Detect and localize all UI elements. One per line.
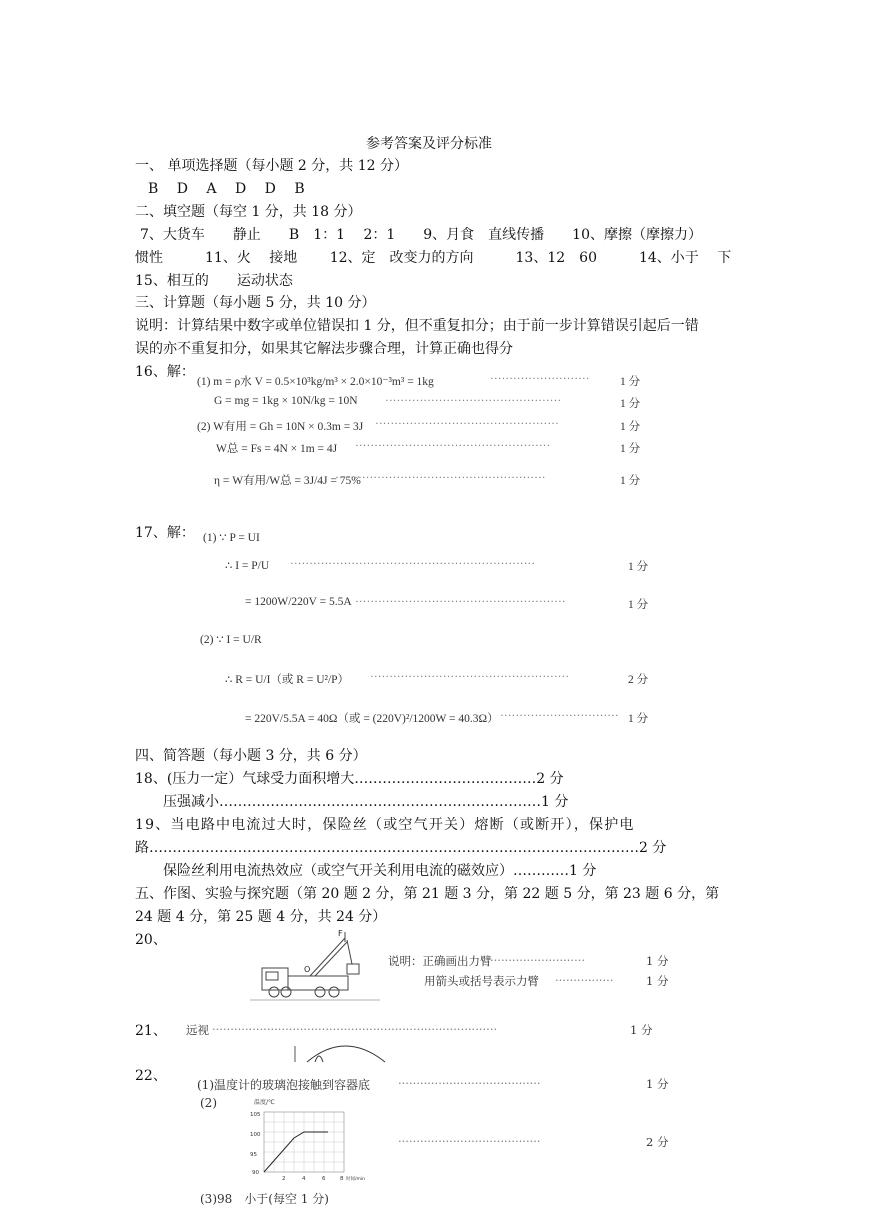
q17-row-5-dots: ···················································· bbox=[370, 671, 570, 683]
q16-row-1: (1) m = ρ水 V = 0.5×10³kg/m³ × 2.0×10⁻³m³ = 1kg bbox=[197, 376, 434, 388]
section-4-heading: 四、简答题（每小题 3 分，共 6 分） bbox=[135, 748, 367, 764]
q19-line-2: 路……………………………………………………………………………………………2 分 bbox=[135, 840, 667, 856]
q22-part-1: (1)温度计的玻璃泡接触到容器底 bbox=[197, 1078, 370, 1092]
q16-label: 16、解： bbox=[135, 364, 195, 380]
q16-row-2-score: 1 分 bbox=[620, 398, 641, 410]
q16-row-4: W总 = Fs = 4N × 1m = 4J bbox=[216, 443, 338, 455]
q22-part-1-dots: ······································· bbox=[398, 1076, 541, 1090]
graph-grid bbox=[264, 1112, 344, 1172]
q17-row-5-score: 2 分 bbox=[628, 674, 649, 686]
graph-xtick-2: 4 bbox=[302, 1176, 306, 1182]
q21-answer: 远视 bbox=[186, 1023, 209, 1037]
q17-row-2: ∴ I = P/U bbox=[225, 560, 270, 572]
q18-line-2: 压强减小……………………………………………………………1 分 bbox=[163, 794, 569, 810]
q17-label: 17、解： bbox=[135, 525, 195, 541]
q17-row-3: = 1200W/220V = 5.5A bbox=[245, 596, 352, 608]
q22-part-3: (3)98 小于(每空 1 分) bbox=[200, 1192, 329, 1206]
graph-ytick-3: 95 bbox=[250, 1152, 257, 1158]
q16-row-5: η = W有用/W总 = 3J/4J = 75% bbox=[214, 475, 361, 487]
q21-dots: ·············································································· bbox=[212, 1022, 498, 1036]
graph-xtick-1: 2 bbox=[282, 1176, 286, 1182]
graph-ylabel: 温度/℃ bbox=[254, 1099, 275, 1106]
q17-row-1: (1) ∵ P = UI bbox=[203, 532, 260, 544]
graph-xtick-3: 6 bbox=[322, 1176, 326, 1182]
q22-part-2-dots: ······································· bbox=[398, 1134, 541, 1148]
q20-label: 20、 bbox=[135, 932, 167, 948]
section-3-note-2: 误的亦不重复扣分，如果其它解法步骤合理，计算正确也得分 bbox=[135, 341, 513, 357]
section-2-line-3: 15、相互的 运动状态 bbox=[135, 273, 293, 289]
q16-row-3-dots: ················································ bbox=[375, 418, 559, 430]
q19-line-3: 保险丝利用电流热效应（或空气开关利用电流的磁效应）…………1 分 bbox=[163, 863, 597, 879]
crane-truck-figure bbox=[250, 928, 380, 1006]
graph-xtick-4: 8 bbox=[340, 1176, 344, 1182]
q17-row-3-score: 1 分 bbox=[628, 599, 649, 611]
q17-row-6-score: 1 分 bbox=[628, 713, 649, 725]
graph-ytick-4: 90 bbox=[252, 1170, 259, 1176]
q16-row-5-dots: ······················································· bbox=[335, 472, 546, 484]
q17-row-5: ∴ R = U/I（或 R = U²/P） bbox=[225, 674, 350, 686]
q16-row-1-score: 1 分 bbox=[620, 376, 641, 388]
q16-row-2: G = mg = 1kg × 10N/kg = 10N bbox=[214, 395, 358, 407]
q16-row-5-score: 1 分 bbox=[620, 475, 641, 487]
lens-figure-fragment bbox=[285, 1040, 395, 1062]
q16-row-4-score: 1 分 bbox=[620, 443, 641, 455]
q22-part-1-score: 1 分 bbox=[646, 1077, 669, 1091]
q20-note-1: 说明：正确画出力臂 bbox=[388, 954, 492, 968]
q16-row-2-dots: ·············································· bbox=[385, 395, 562, 407]
q22-part-2: (2) bbox=[200, 1096, 217, 1110]
temperature-graph bbox=[240, 1094, 366, 1182]
q20-note-2-dots: ················ bbox=[555, 973, 614, 987]
graph-xlabel: 时间/min bbox=[346, 1177, 366, 1182]
q16-row-3: (2) W有用 = Gh = 10N × 0.3m = 3J bbox=[197, 421, 364, 433]
q17-row-4: (2) ∵ I = U/R bbox=[200, 634, 262, 646]
section-5-heading-2: 24 题 4 分，第 25 题 4 分，共 24 分） bbox=[135, 909, 387, 925]
section-2-line-1: 7、大货车 静止 B 1：1 2：1 9、月食 直线传播 10、摩擦（摩擦力） bbox=[140, 227, 702, 243]
q22-part-2-score: 2 分 bbox=[646, 1135, 669, 1149]
q19-line-1: 19、当电路中电流过大时，保险丝（或空气开关）熔断（或断开），保护电 bbox=[135, 817, 635, 833]
section-3-heading: 三、计算题（每小题 5 分，共 10 分） bbox=[135, 295, 376, 311]
q21-label: 21、 bbox=[135, 1023, 167, 1039]
figure-label-O: O bbox=[304, 965, 311, 974]
section-2-heading: 二、填空题（每空 1 分，共 18 分） bbox=[135, 204, 362, 220]
q17-row-2-score: 1 分 bbox=[628, 561, 649, 573]
q20-note-1-dots: ·························· bbox=[490, 953, 586, 967]
figure-label-F: F bbox=[338, 929, 343, 938]
q16-row-1-dots: ·························· bbox=[490, 373, 590, 385]
graph-ytick-1: 105 bbox=[250, 1112, 261, 1118]
q20-note-1-score: 1 分 bbox=[646, 954, 669, 968]
q16-row-3-score: 1 分 bbox=[620, 421, 641, 433]
section-1-answers: B D A D D B bbox=[148, 181, 305, 197]
q22-label: 22、 bbox=[135, 1068, 167, 1084]
q17-row-3-dots: ······················································· bbox=[355, 596, 566, 608]
q20-note-2-score: 1 分 bbox=[646, 974, 669, 988]
section-3-note-1: 说明：计算结果中数字或单位错误扣 1 分，但不重复扣分；由于前一步计算错误引起后一错 bbox=[135, 318, 699, 334]
q16-row-4-dots: ··················································· bbox=[355, 440, 551, 452]
section-2-line-2: 惯性 11、火 接地 12、定 改变力的方向 13、12 60 14、小于 下 bbox=[135, 250, 732, 266]
q17-row-6: = 220V/5.5A = 40Ω（或 = (220V)²/1200W = 40.3Ω） bbox=[245, 713, 499, 725]
q18-line-1: 18、(压力一定）气球受力面积增大…………………………………2 分 bbox=[135, 771, 564, 787]
graph-ytick-2: 100 bbox=[250, 1132, 261, 1138]
q20-note-2: 用箭头或括号表示力臂 bbox=[424, 974, 539, 988]
q17-row-2-dots: ································································ bbox=[290, 558, 536, 570]
q17-row-6-dots: ······························· bbox=[500, 710, 619, 722]
q21-score: 1 分 bbox=[630, 1023, 653, 1037]
page-title: 参考答案及评分标准 bbox=[366, 136, 492, 152]
section-1-heading: 一、 单项选择题（每小题 2 分，共 12 分） bbox=[135, 158, 408, 174]
section-5-heading-1: 五、作图、实验与探究题（第 20 题 2 分，第 21 题 3 分，第 22 题 5 分，第 23 题 6 分，第 bbox=[135, 886, 720, 902]
